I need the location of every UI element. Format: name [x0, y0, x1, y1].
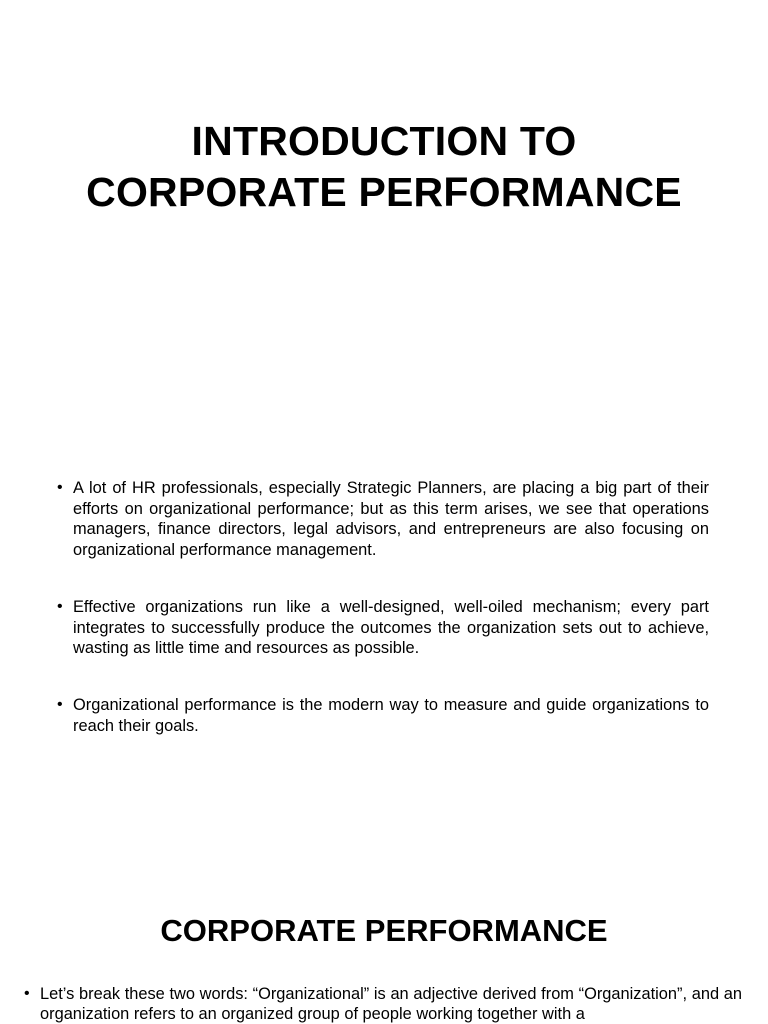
slide-title-line-2: CORPORATE PERFORMANCE	[86, 169, 682, 215]
bullet-icon: •	[57, 479, 63, 496]
bullet-item	[22, 984, 742, 1024]
bullet-icon: •	[57, 597, 63, 615]
slide-title-line-1: INTRODUCTION TO	[191, 118, 577, 164]
bullet-icon: •	[57, 695, 63, 713]
bullet-item	[55, 478, 709, 561]
slide-2	[0, 868, 768, 1024]
bullet-item	[55, 597, 709, 659]
bullet-text: Organizational performance is the modern way to measure and guide organizations to reach their goals.	[73, 695, 709, 735]
slide-title: CORPORATE PERFORMANCE	[160, 913, 608, 948]
bullet-item	[55, 695, 709, 736]
slide-title	[0, 116, 768, 218]
bullet-text: Effective organizations run like a well-designed, well-oiled mechanism; every part integrates to successfully produce the outcomes the organization sets out to achieve, wasting as little time and resources as possible.	[73, 597, 709, 658]
bullet-icon: •	[24, 985, 30, 1002]
bullet-text: Let’s break these two words: “Organizational” is an adjective derived from “Organization”, and an organization refers to an organized group of people working together with a	[40, 985, 742, 1023]
bullet-text: A lot of HR professionals, especially Strategic Planners, are placing a big part of their efforts on organizational performance; but as this term arises, we see that operations managers, finance directors, legal advisors, and entrepreneurs are also focusing on organizational performance management.	[73, 479, 709, 560]
bullet-list	[22, 984, 742, 1024]
bullet-list	[55, 478, 709, 772]
